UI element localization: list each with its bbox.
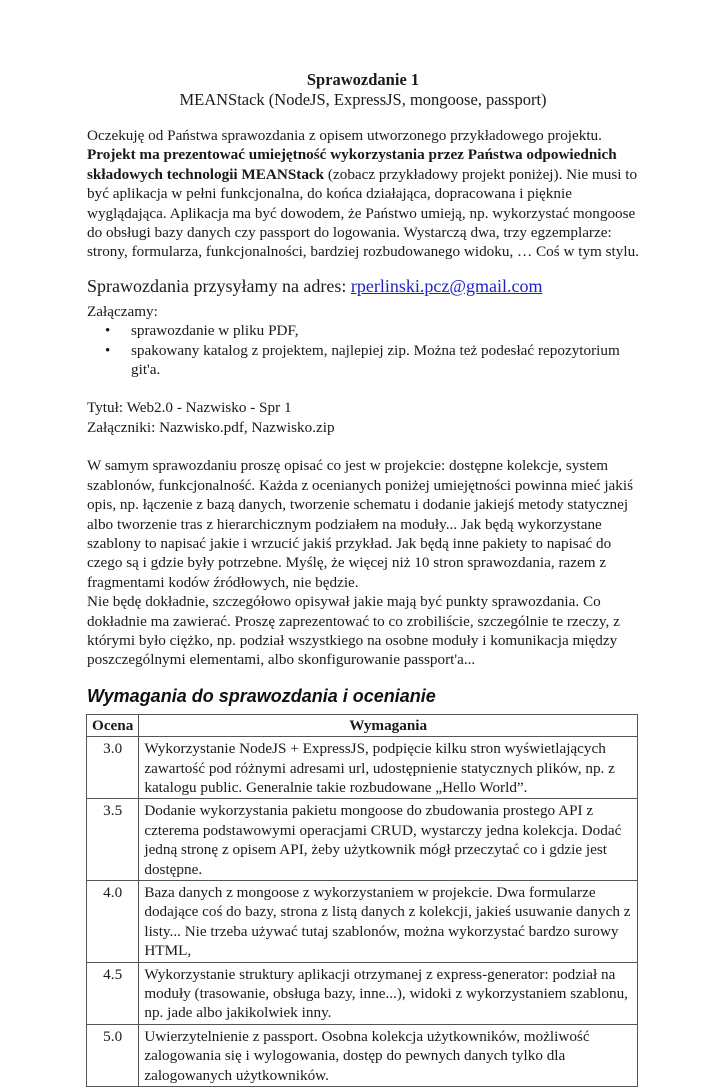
bullet-icon: • bbox=[105, 322, 111, 340]
bullet-icon: • bbox=[105, 341, 111, 359]
list-item-text: spakowany katalog z projektem, najlepiej zip. Można też podesłać repozytorium git'a. bbox=[131, 341, 620, 379]
column-header-grade: Ocena bbox=[87, 714, 139, 736]
description-paragraph-2: Nie będę dokładnie, szczegółowo opisywał jakie mają być punkty sprawozdania. Co dokładnie ma zawierać. Proszę zaprezentować to co zrobiliście, szczególnie te rzeczy, z którymi było ciężko, np. podział wszystkiego na osobne moduły i komunikacja między poszczególnymi elementami, albo skonfigurowanie passport'a... bbox=[87, 593, 620, 669]
email-subject: Tytuł: Web2.0 - Nazwisko - Spr 1 bbox=[87, 399, 292, 417]
send-address-line bbox=[87, 274, 639, 298]
description-paragraph-1: W samym sprawozdaniu proszę opisać co jest w projekcie: dostępne kolekcje, system szablonów, funkcjonalność. Każda z ocenianych poniżej umiejętności powinna mieć jakiś opis, np. łączenie z bazą danych, tworzenie schematu i dodanie jakiejś metody statycznej albo tworzenie tras z hierarchicznym podziałem na moduły... Jak będą wykorzystane szablony to napisać jakie i wrzucić jakiś przykład. Jak będą inne pakiety to napisać do czego są i gdzie były potrzebne. Myślę, że więcej niż 10 stron sprawozdania, razem z fragmentami kodów źródłowych, nie będzie. bbox=[87, 457, 634, 591]
table-row bbox=[87, 881, 638, 963]
intro-text-1: Oczekuję od Państwa sprawozdania z opisem utworzonego przykładowego projektu. bbox=[87, 127, 602, 144]
table-row bbox=[87, 799, 638, 881]
table-row bbox=[87, 962, 638, 1024]
document-subtitle: MEANStack (NodeJS, ExpressJS, mongoose, passport) bbox=[179, 90, 547, 109]
attachments-label: Załączamy: bbox=[87, 302, 158, 320]
send-label: Sprawozdania przysyłamy na adres: bbox=[87, 275, 351, 296]
intro-paragraph bbox=[87, 126, 639, 262]
grade-cell: 4.5 bbox=[87, 962, 139, 1024]
requirements-table bbox=[86, 714, 638, 1087]
email-attachments: Załączniki: Nazwisko.pdf, Nazwisko.zip bbox=[87, 418, 335, 436]
intro-bold-text: Projekt ma prezentować umiejętność wykorzystania przez Państwa odpowiednich składowych technologii MEANStack bbox=[87, 146, 617, 183]
requirement-cell: Wykorzystanie NodeJS + ExpressJS, podpięcie kilku stron wyświetlających zawartość pod różnymi adresami url, udostępnienie statycznych plików, np. z katalogu public. Generalnie takie rozbudowane „Hello World”. bbox=[139, 737, 638, 799]
title-block bbox=[87, 70, 639, 110]
email-link[interactable]: rperlinski.pcz@gmail.com bbox=[350, 275, 543, 296]
column-header-requirements: Wymagania bbox=[139, 714, 638, 736]
grade-cell: 4.0 bbox=[87, 881, 139, 963]
list-item-text: sprawozdanie w pliku PDF, bbox=[131, 322, 299, 340]
requirement-cell: Baza danych z mongoose z wykorzystaniem w projekcie. Dwa formularze dodające coś do bazy, strona z listą danych z kolekcji, jakieś usuwanie danych z listy... Nie trzeba używać tutaj szablonów, można wykorzystać bardzo surowy HTML, bbox=[139, 881, 638, 963]
requirement-cell: Uwierzytelnienie z passport. Osobna kolekcja użytkowników, możliwość zalogowania się i wylogowania, dostęp do pewnych danych tylko dla zalogowanych użytkowników. bbox=[139, 1024, 638, 1086]
document-page bbox=[87, 70, 639, 1087]
list-item bbox=[87, 321, 639, 340]
report-description bbox=[87, 456, 639, 669]
table-row bbox=[87, 737, 638, 799]
grade-cell: 3.5 bbox=[87, 799, 139, 881]
table-row bbox=[87, 1024, 638, 1086]
requirement-cell: Dodanie wykorzystania pakietu mongoose do zbudowania prostego API z czterema podstawowymi operacjami CRUD, wystarczy jedna kolekcja. Dodać jedną stronę z opisem API, żeby użytkownik mógł przeczytać co i gdzie jest dostępne. bbox=[139, 799, 638, 881]
section-heading: Wymagania do sprawozdania i ocenianie bbox=[87, 685, 436, 706]
table-header-row bbox=[87, 714, 638, 736]
list-item bbox=[87, 341, 639, 380]
grade-cell: 3.0 bbox=[87, 737, 139, 799]
attachments-list bbox=[87, 321, 639, 379]
document-title: Sprawozdanie 1 bbox=[306, 70, 420, 89]
requirement-cell: Wykorzystanie struktury aplikacji otrzymanej z express-generator: podział na moduły (trasowanie, obsługa bazy, inne...), widoki z wykorzystaniem szablonu, np. jade albo jakikolwiek inny. bbox=[139, 962, 638, 1024]
email-meta bbox=[87, 398, 639, 437]
intro-text-2: (zobacz przykładowy projekt poniżej). Nie musi to być aplikacja w pełni funkcjonalna, do końca działająca, dopracowana i pięknie wyglądająca. Aplikacja ma być dowodem, że Państwo umieją, np. wykorzystać mongoose do obsługi bazy danych czy passport do logowania. Wystarczą dwa, trzy egzemplarze: strony, formularza, funkcjonalności, bardziej rozbudowanego widoku, … Coś w tym stylu. bbox=[87, 165, 639, 261]
grade-cell: 5.0 bbox=[87, 1024, 139, 1086]
